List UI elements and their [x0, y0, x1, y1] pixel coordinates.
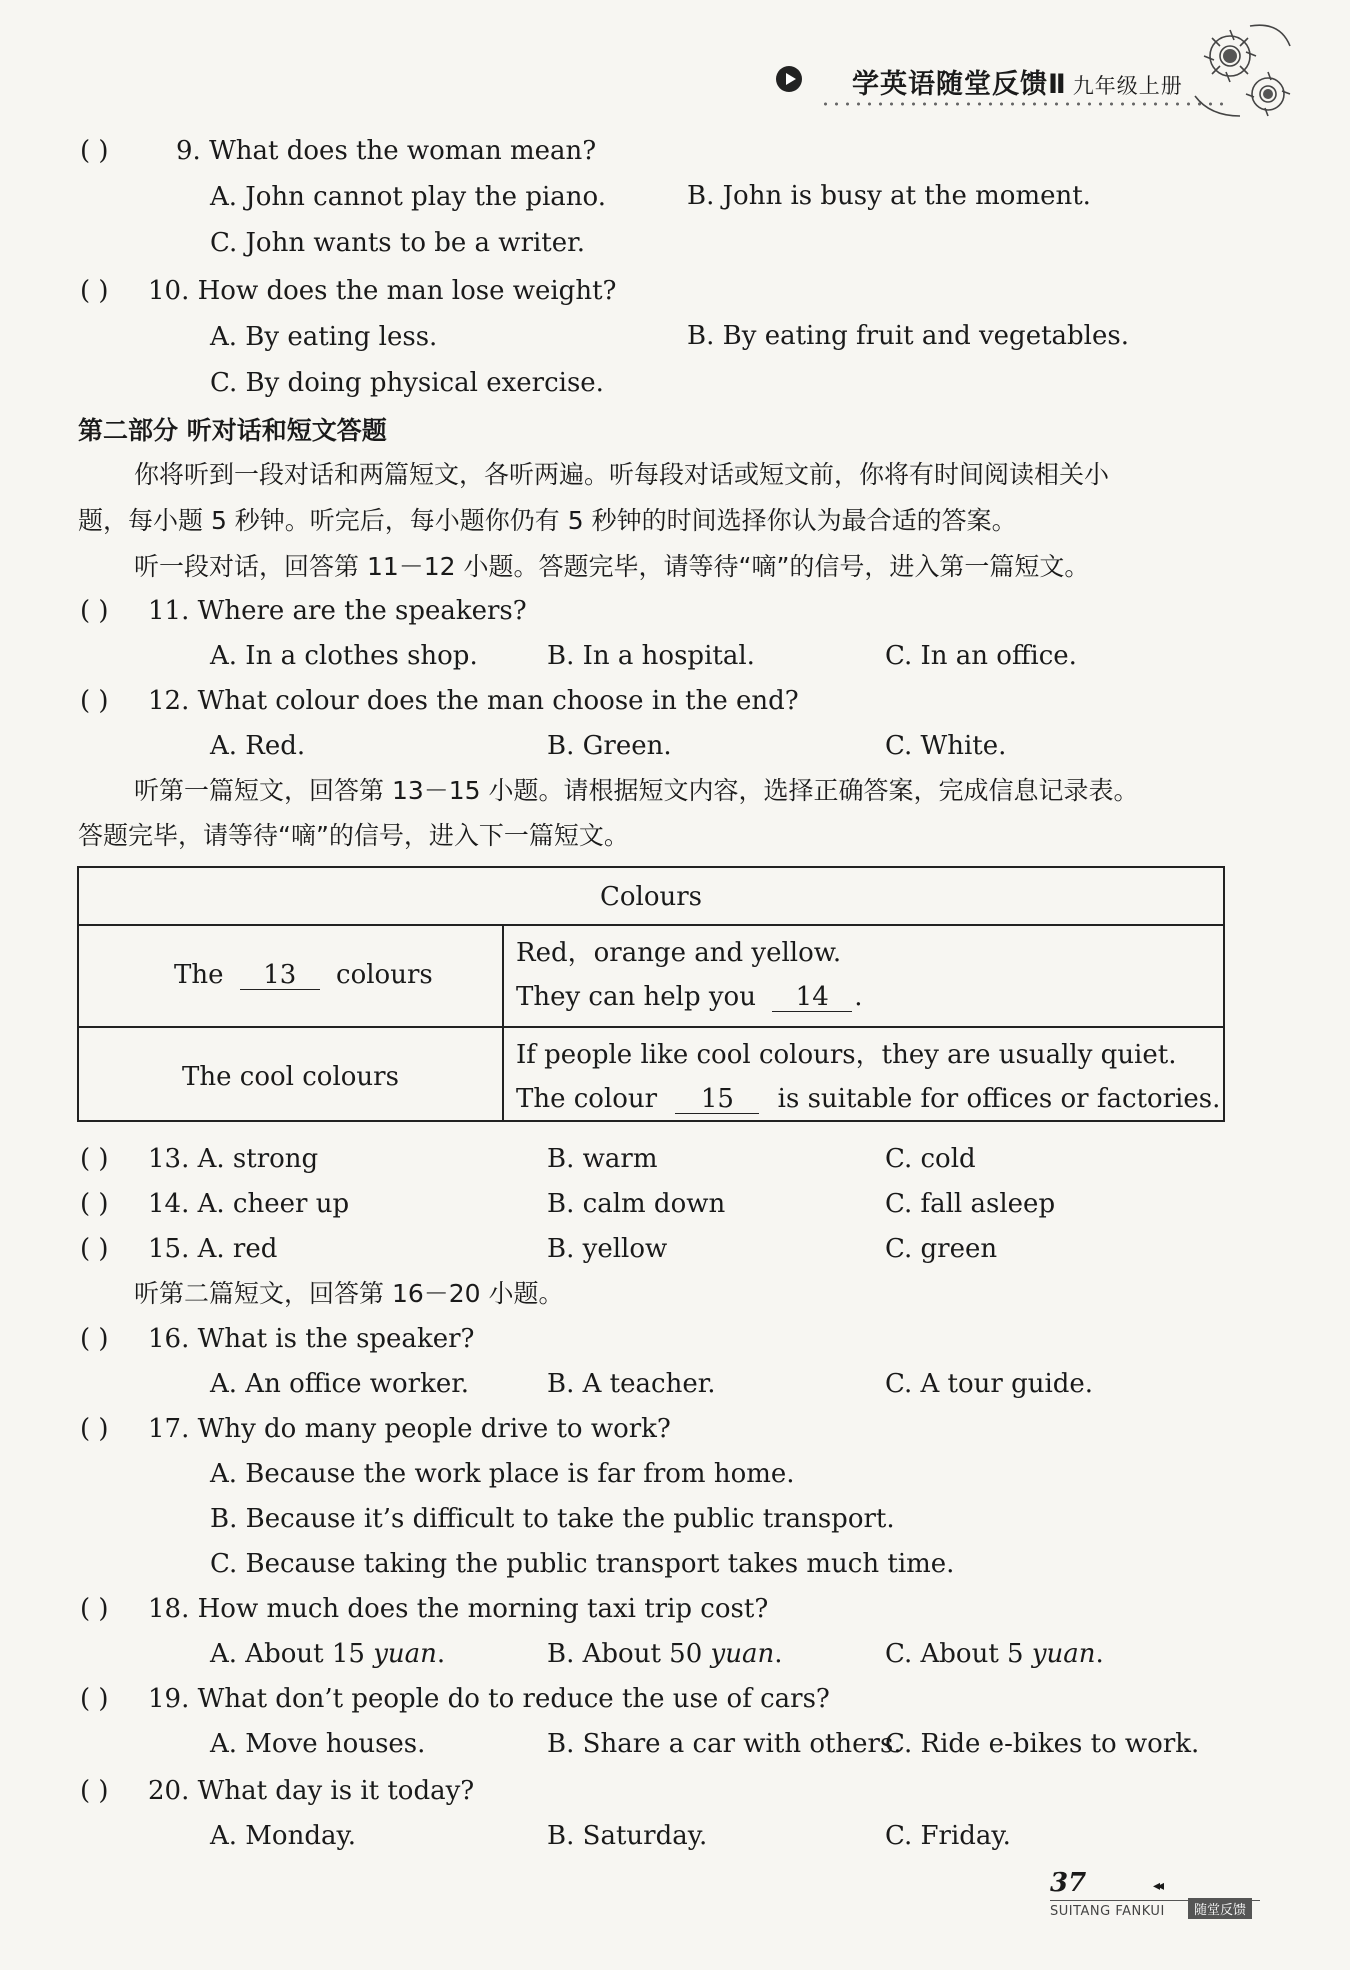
- option-a: 14. A. cheer up: [148, 1189, 350, 1219]
- option-text: .: [774, 1639, 783, 1669]
- book-title: [852, 62, 1183, 101]
- answer-bracket[interactable]: ( ): [80, 1776, 109, 1806]
- table-header: Colours: [599, 882, 703, 912]
- option-b: B. warm: [547, 1144, 658, 1174]
- option-c: C. Ride e-bikes to work.: [885, 1729, 1200, 1759]
- answer-blank[interactable]: 13: [240, 961, 320, 990]
- option-a: [210, 1639, 445, 1669]
- instructions-line: 题，每小题 5 秒钟。听完后，每小题你仍有 5 秒钟的时间选择你认为最合适的答案。: [78, 506, 1017, 535]
- passage-instructions: 听第二篇短文，回答第 16－20 小题。: [134, 1279, 564, 1308]
- answer-bracket[interactable]: ( ): [80, 1414, 109, 1444]
- question-stem: 20. What day is it today?: [148, 1776, 475, 1806]
- option-a: A. Red.: [210, 731, 306, 761]
- option-c: C. In an office.: [885, 641, 1077, 671]
- option-a: A. By eating less.: [210, 322, 438, 352]
- info-table: [77, 866, 1225, 1122]
- option-c: C. By doing physical exercise.: [210, 368, 604, 398]
- option-text: .: [436, 1639, 446, 1669]
- answer-bracket[interactable]: ( ): [80, 1594, 109, 1624]
- option-c: C. A tour guide.: [885, 1369, 1094, 1399]
- double-arrow-left-icon: ◂◂: [1153, 1878, 1162, 1894]
- table-cell: The cool colours: [182, 1062, 399, 1092]
- passage-instructions: 答题完毕，请等待“嘀”的信号，进入下一篇短文。: [78, 821, 629, 850]
- option-c: C. Because taking the public transport takes much time.: [210, 1549, 955, 1579]
- option-c: C. White.: [885, 731, 1007, 761]
- currency-unit: yuan: [710, 1639, 775, 1669]
- option-c: C. fall asleep: [885, 1189, 1056, 1219]
- answer-bracket[interactable]: ( ): [80, 1324, 109, 1354]
- table-cell: Red，orange and yellow.: [516, 938, 842, 968]
- question-stem: 11. Where are the speakers?: [148, 596, 527, 626]
- option-text: B. About 50: [547, 1639, 703, 1669]
- footer-brand-badge: 随堂反馈: [1188, 1898, 1252, 1919]
- table-cell: If people like cool colours，they are usually quiet.: [516, 1040, 1177, 1070]
- question-stem: 12. What colour does the man choose in the end?: [148, 686, 799, 716]
- option-b: [547, 1639, 782, 1669]
- option-a: A. Monday.: [210, 1821, 356, 1851]
- dialogue-instructions: 听一段对话，回答第 11－12 小题。答题完毕，请等待“嘀”的信号，进入第一篇短文。: [134, 552, 1090, 581]
- cell-text: colours: [336, 960, 433, 990]
- question-stem: 16. What is the speaker?: [148, 1324, 475, 1354]
- option-c: [885, 1639, 1104, 1669]
- page-header: [770, 60, 1290, 120]
- cell-text: The: [174, 960, 224, 990]
- option-c: C. green: [885, 1234, 998, 1264]
- cell-text: They can help you: [516, 982, 756, 1012]
- option-c: C. cold: [885, 1144, 976, 1174]
- option-text: A. About 15: [210, 1639, 365, 1669]
- answer-bracket[interactable]: ( ): [80, 686, 109, 716]
- option-c: C. Friday.: [885, 1821, 1011, 1851]
- option-b: B. Saturday.: [547, 1821, 708, 1851]
- answer-bracket[interactable]: ( ): [80, 1144, 109, 1174]
- page-number: 37: [1050, 1868, 1087, 1898]
- option-b: B. Green.: [547, 731, 672, 761]
- cell-text: is suitable for offices or factories.: [777, 1084, 1221, 1114]
- cell-text: .: [854, 982, 863, 1012]
- table-divider: [79, 924, 1223, 926]
- answer-bracket[interactable]: ( ): [80, 1684, 109, 1714]
- option-b: B. Because it’s difficult to take the public transport.: [210, 1504, 895, 1534]
- table-cell: [516, 1084, 1220, 1114]
- answer-blank[interactable]: 14: [772, 983, 852, 1012]
- option-text: .: [1095, 1639, 1104, 1669]
- book-title-main: 学英语随堂反馈Ⅱ: [852, 69, 1067, 100]
- option-a: A. An office worker.: [210, 1369, 470, 1399]
- option-b: B. John is busy at the moment.: [687, 181, 1091, 211]
- answer-bracket[interactable]: ( ): [80, 596, 109, 626]
- question-stem: 10. How does the man lose weight?: [148, 276, 617, 306]
- question-stem: 18. How much does the morning taxi trip cost?: [148, 1594, 769, 1624]
- answer-bracket[interactable]: ( ): [80, 136, 109, 166]
- question-stem: 19. What don’t people do to reduce the use of cars?: [148, 1684, 830, 1714]
- option-a: A. John cannot play the piano.: [210, 182, 606, 212]
- passage-instructions: 听第一篇短文，回答第 13－15 小题。请根据短文内容，选择正确答案，完成信息记录表。: [134, 776, 1139, 805]
- currency-unit: yuan: [1031, 1639, 1096, 1669]
- flower-icon: [1190, 16, 1300, 126]
- answer-bracket[interactable]: ( ): [80, 276, 109, 306]
- instructions-line: 你将听到一段对话和两篇短文，各听两遍。听每段对话或短文前，你将有时间阅读相关小: [134, 460, 1110, 489]
- answer-bracket[interactable]: ( ): [80, 1189, 109, 1219]
- option-a: A. Because the work place is far from home.: [210, 1459, 795, 1489]
- book-subtitle: 九年级上册: [1072, 74, 1183, 98]
- play-icon: [776, 66, 802, 92]
- table-divider: [79, 1026, 1223, 1028]
- option-a: A. In a clothes shop.: [210, 641, 478, 671]
- answer-blank[interactable]: 15: [675, 1085, 759, 1114]
- table-cell: [174, 960, 433, 990]
- footer-brand-en: SUITANG FANKUI: [1050, 1904, 1165, 1919]
- option-c: C. John wants to be a writer.: [210, 228, 585, 258]
- header-dotted-line: [820, 102, 1230, 106]
- option-b: B. By eating fruit and vegetables.: [687, 321, 1129, 351]
- currency-unit: yuan: [373, 1639, 437, 1669]
- table-divider: [502, 924, 504, 1120]
- option-b: B. In a hospital.: [547, 641, 755, 671]
- option-b: B. A teacher.: [547, 1369, 716, 1399]
- option-a: A. Move houses.: [210, 1729, 426, 1759]
- option-text: C. About 5: [885, 1639, 1024, 1669]
- section-heading: 第二部分 听对话和短文答题: [78, 416, 387, 445]
- option-b: B. calm down: [547, 1189, 726, 1219]
- cell-text: The colour: [516, 1084, 658, 1114]
- answer-bracket[interactable]: ( ): [80, 1234, 109, 1264]
- option-b: B. Share a car with others.: [547, 1729, 902, 1759]
- option-a: 13. A. strong: [148, 1144, 319, 1174]
- option-a: 15. A. red: [148, 1234, 278, 1264]
- table-cell: [516, 982, 862, 1012]
- question-stem: 17. Why do many people drive to work?: [148, 1414, 671, 1444]
- option-b: B. yellow: [547, 1234, 668, 1264]
- question-stem: 9. What does the woman mean?: [176, 136, 597, 166]
